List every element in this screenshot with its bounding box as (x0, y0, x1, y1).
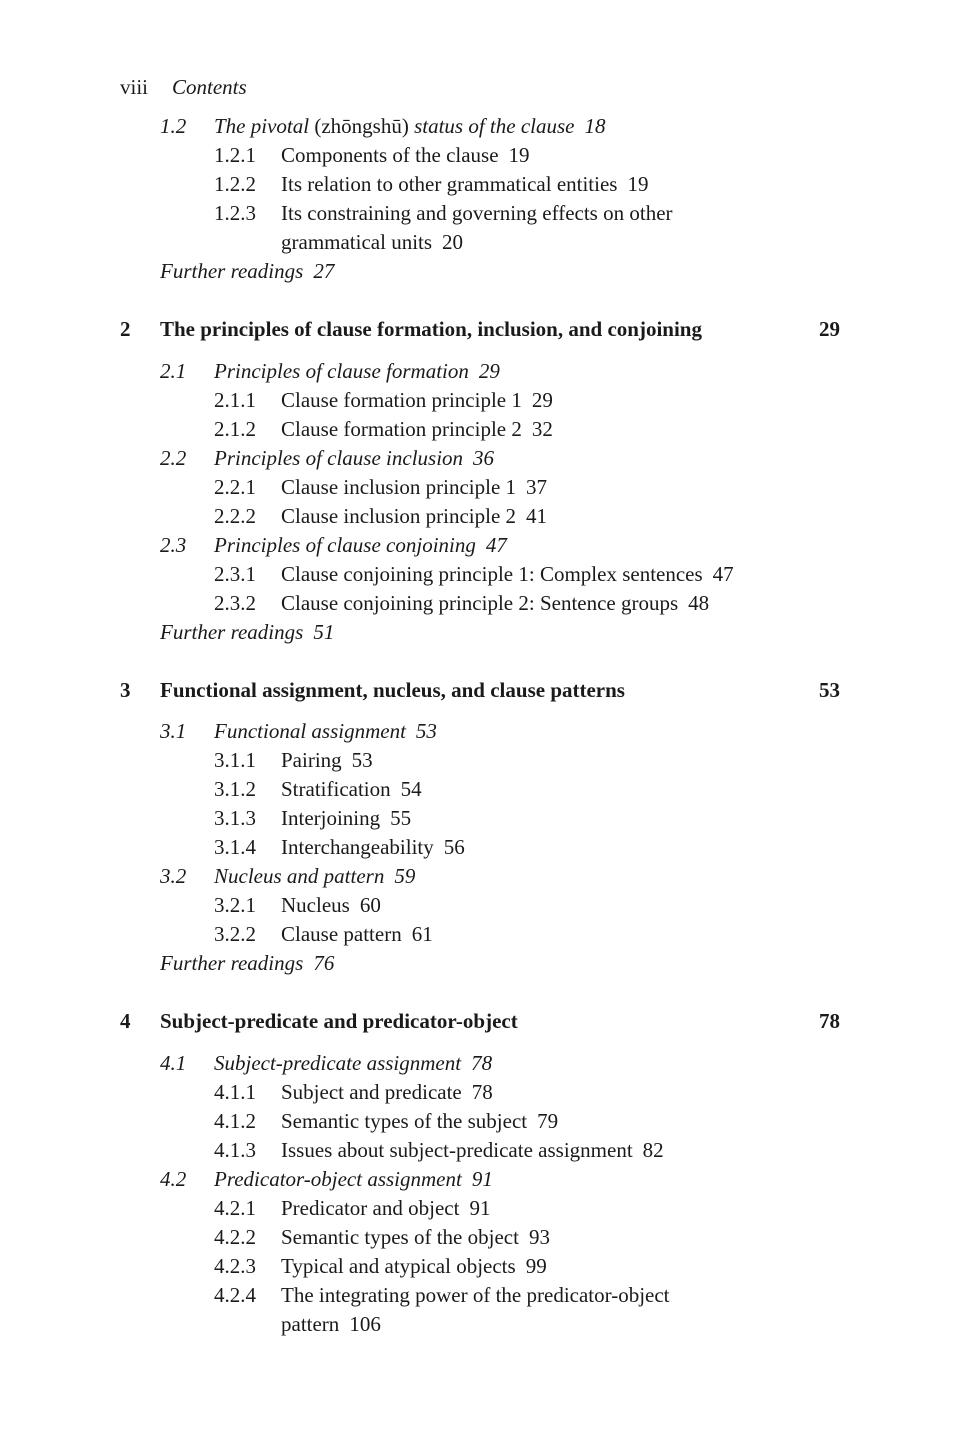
page-number: 79 (537, 1109, 559, 1133)
page-number: 37 (526, 475, 548, 499)
page-number: 47 (712, 562, 734, 586)
subsection-number: 2.2.1 (214, 475, 256, 499)
section-number: 2.3 (160, 533, 187, 557)
page-number: 19 (627, 172, 649, 196)
subsection-title: Clause conjoining principle 2: Sentence groups 48 (281, 591, 710, 615)
subsection-number: 2.1.2 (214, 417, 256, 441)
section-title: Predicator-object assignment 91 (214, 1167, 493, 1191)
subsection-number: 4.1.3 (214, 1138, 256, 1162)
subsection-title: Pairing 53 (281, 748, 373, 772)
section-number: 1.2 (160, 114, 187, 138)
page-number: 93 (528, 1225, 550, 1249)
subsection-number: 4.2.2 (214, 1225, 256, 1249)
page-number: 54 (400, 777, 422, 801)
section-title: The pivotal (zhōngshū) status of the clause 18 (214, 114, 606, 138)
chapter-page: 78 (819, 1009, 840, 1033)
section-title: Subject-predicate assignment 78 (214, 1051, 493, 1075)
subsection-number: 3.1.3 (214, 806, 256, 830)
page-number: 91 (469, 1196, 491, 1220)
chapter-number: 3 (120, 678, 131, 702)
subsection-title: Clause conjoining principle 1: Complex sentences 47 (281, 562, 734, 586)
page-number: 18 (584, 114, 606, 138)
running-head (120, 73, 247, 102)
section-number: 3.2 (160, 864, 187, 888)
section-number: 2.2 (160, 446, 187, 470)
page-number: 51 (313, 620, 335, 644)
subsection-title-cont: pattern 106 (281, 1312, 381, 1336)
chapter-page: 53 (819, 678, 840, 702)
subsection-number: 1.2.1 (214, 143, 256, 167)
subsection-title: Clause pattern 61 (281, 922, 433, 946)
subsection-title: Nucleus 60 (281, 893, 381, 917)
subsection-title: Predicator and object 91 (281, 1196, 491, 1220)
subsection-title: Subject and predicate 78 (281, 1080, 493, 1104)
page-folio: viii (120, 75, 149, 99)
page-number: 56 (443, 835, 465, 859)
subsection-number: 4.2.1 (214, 1196, 256, 1220)
subsection-title: Its constraining and governing effects on other (281, 201, 673, 225)
subsection-number: 2.3.2 (214, 591, 256, 615)
section-number: 4.1 (160, 1051, 187, 1075)
subsection-number: 3.2.1 (214, 893, 256, 917)
section-title: Principles of clause formation 29 (214, 359, 500, 383)
subsection-number: 4.1.1 (214, 1080, 256, 1104)
subsection-number: 4.2.4 (214, 1283, 256, 1307)
page-number: 91 (471, 1167, 493, 1191)
chapter-title: Functional assignment, nucleus, and clause patterns (160, 678, 625, 702)
subsection-title: Typical and atypical objects 99 (281, 1254, 547, 1278)
page-number: 29 (531, 388, 553, 412)
chapter-title: Subject-predicate and predicator-object (160, 1009, 518, 1033)
subsection-number: 3.2.2 (214, 922, 256, 946)
further-readings: Further readings 27 (160, 259, 335, 283)
subsection-number: 1.2.3 (214, 201, 256, 225)
subsection-number: 2.3.1 (214, 562, 256, 586)
section-title: Nucleus and pattern 59 (214, 864, 416, 888)
page-number: 55 (390, 806, 412, 830)
page-number: 41 (526, 504, 548, 528)
chapter-title: The principles of clause formation, inclusion, and conjoining (160, 317, 702, 341)
subsection-title: Interchangeability 56 (281, 835, 465, 859)
page-number: 60 (359, 893, 381, 917)
subsection-number: 2.2.2 (214, 504, 256, 528)
chapter-number: 4 (120, 1009, 131, 1033)
section-number: 2.1 (160, 359, 187, 383)
subsection-title: Clause formation principle 2 32 (281, 417, 553, 441)
page-number: 59 (394, 864, 416, 888)
further-readings: Further readings 76 (160, 951, 335, 975)
subsection-title: Semantic types of the subject 79 (281, 1109, 559, 1133)
section-number: 3.1 (160, 719, 187, 743)
page-number: 27 (313, 259, 335, 283)
chapter-page: 29 (819, 317, 840, 341)
page-number: 19 (508, 143, 530, 167)
page-number: 32 (531, 417, 553, 441)
page-number: 106 (349, 1312, 381, 1336)
chapter-number: 2 (120, 317, 131, 341)
page-number: 53 (415, 719, 437, 743)
section-title: Principles of clause conjoining 47 (214, 533, 507, 557)
subsection-title-cont: grammatical units 20 (281, 230, 464, 254)
running-title: Contents (172, 75, 247, 99)
page-number: 61 (411, 922, 433, 946)
subsection-title: Stratification 54 (281, 777, 422, 801)
section-title: Functional assignment 53 (214, 719, 437, 743)
section-number: 4.2 (160, 1167, 187, 1191)
subsection-number: 4.1.2 (214, 1109, 256, 1133)
subsection-title: Clause inclusion principle 1 37 (281, 475, 548, 499)
subsection-title: Interjoining 55 (281, 806, 412, 830)
page-number: 82 (642, 1138, 664, 1162)
further-readings: Further readings 51 (160, 620, 335, 644)
subsection-number: 1.2.2 (214, 172, 256, 196)
subsection-title: Semantic types of the object 93 (281, 1225, 550, 1249)
page-number: 36 (473, 446, 495, 470)
subsection-number: 4.2.3 (214, 1254, 256, 1278)
subsection-title: Components of the clause 19 (281, 143, 530, 167)
page-number: 20 (442, 230, 464, 254)
page-number: 29 (478, 359, 500, 383)
subsection-title: Its relation to other grammatical entities 19 (281, 172, 649, 196)
section-title: Principles of clause inclusion 36 (214, 446, 495, 470)
subsection-title: Issues about subject-predicate assignment 82 (281, 1138, 664, 1162)
page-number: 78 (471, 1051, 493, 1075)
page-number: 78 (471, 1080, 493, 1104)
subsection-title: Clause inclusion principle 2 41 (281, 504, 548, 528)
subsection-number: 2.1.1 (214, 388, 256, 412)
page-number: 99 (525, 1254, 547, 1278)
subsection-title: Clause formation principle 1 29 (281, 388, 553, 412)
subsection-title: The integrating power of the predicator-object (281, 1283, 670, 1307)
page-number: 47 (485, 533, 507, 557)
subsection-number: 3.1.4 (214, 835, 256, 859)
page-number: 48 (688, 591, 710, 615)
page-number: 76 (313, 951, 335, 975)
subsection-number: 3.1.1 (214, 748, 256, 772)
page-number: 53 (351, 748, 373, 772)
subsection-number: 3.1.2 (214, 777, 256, 801)
